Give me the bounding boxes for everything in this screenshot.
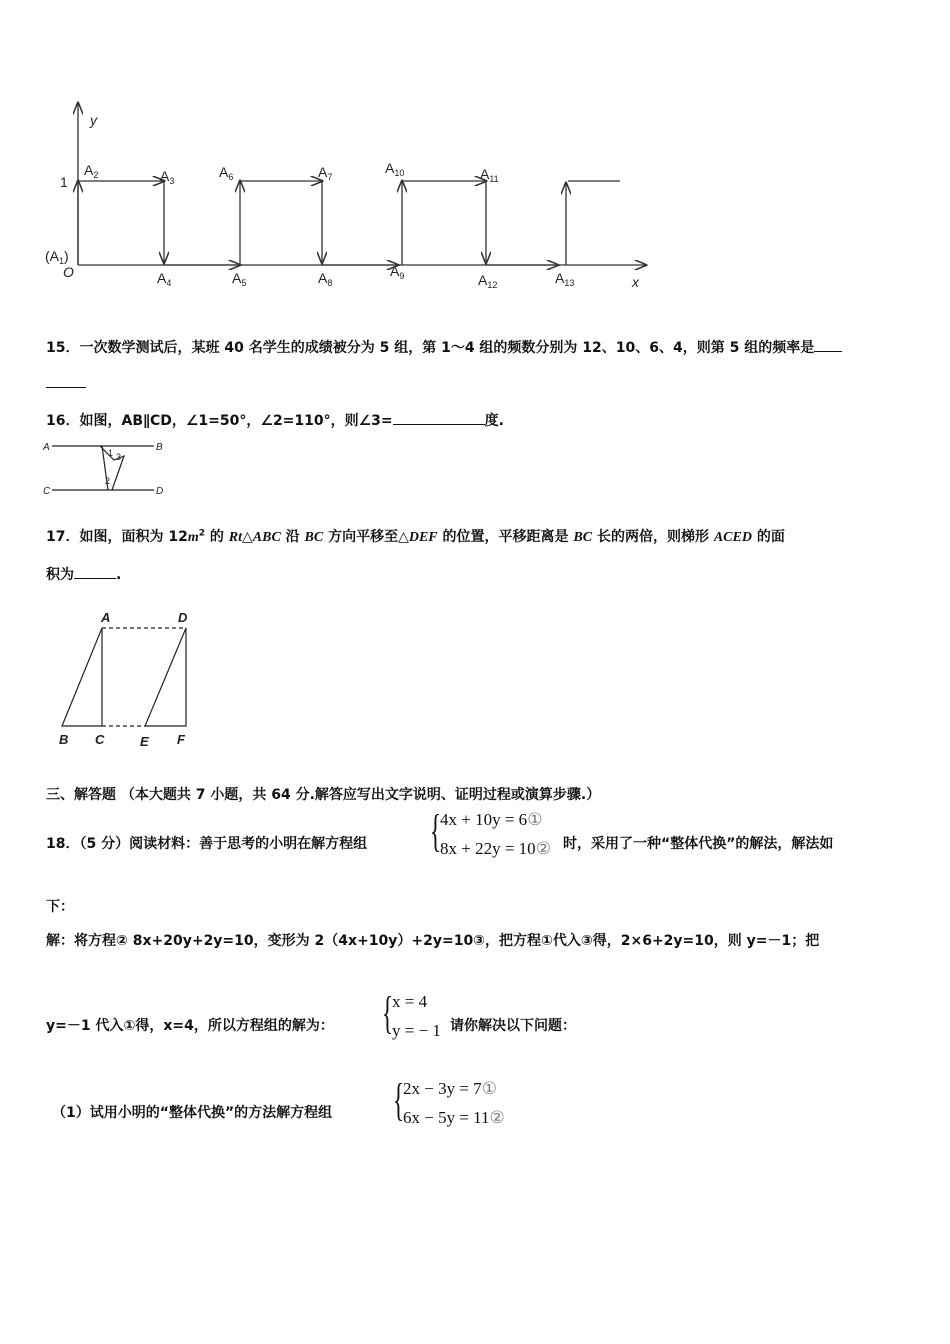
q15-answer-blank-continued[interactable] bbox=[46, 387, 86, 388]
q18-sol-line1-text: 解：将方程② 8x+20y+2y=10，变形为 2（4x+10y）+2y=10③，把方程①代入③得，2×6+2y=10，则 y=－1；把 bbox=[46, 933, 820, 949]
q17-rt: Rt bbox=[228, 530, 242, 545]
angle-1-label: 1 bbox=[108, 448, 114, 458]
q16-unit: 度. bbox=[484, 413, 504, 429]
q17-text-2: 的 bbox=[205, 529, 229, 545]
q16-text: 16．如图，AB∥CD，∠1=50°，∠2=110°，则∠3= bbox=[46, 413, 393, 429]
label-b: B bbox=[59, 732, 69, 747]
point-label-a12: $A_{12}$ bbox=[478, 272, 498, 290]
label-d: D bbox=[156, 486, 164, 497]
point-label-a11: $A_{11}$ bbox=[480, 166, 499, 184]
q17-def: DEF bbox=[408, 530, 438, 545]
q17-bc: BC bbox=[304, 530, 324, 545]
q17-abc: ABC bbox=[252, 530, 281, 545]
q18-sol-line2-after-text: 请你解决以下问题： bbox=[450, 1018, 576, 1034]
brace-icon: { bbox=[430, 805, 442, 856]
label-d: D bbox=[178, 610, 188, 625]
section-3-title bbox=[46, 784, 600, 804]
y-axis-label: y bbox=[90, 112, 97, 128]
label-c: C bbox=[95, 732, 105, 747]
angle-2-label: 2 bbox=[105, 476, 111, 486]
q17-bc-2: BC bbox=[573, 530, 593, 545]
q18-part1-equation-system bbox=[393, 1075, 523, 1135]
brace-icon: { bbox=[393, 1074, 405, 1125]
q17-unit-m: m bbox=[187, 530, 199, 545]
question-17-line-2 bbox=[46, 564, 121, 584]
triangle-def bbox=[145, 628, 186, 726]
fig14-coordinate-diagram bbox=[40, 95, 660, 305]
label-f: F bbox=[177, 732, 185, 747]
angle-3-label: 3 bbox=[116, 452, 122, 462]
q17-text-7: 的面 bbox=[751, 529, 785, 545]
q18-solution-line-2-after bbox=[450, 1015, 576, 1035]
label-a: A bbox=[101, 610, 111, 625]
q18-ans-y: y = − 1 bbox=[392, 1021, 441, 1040]
q15-text: 15．一次数学测试后，某班 40 名学生的成绩被分为 5 组，第 1～4 组的频数分别为 12、10、6、4，则第 5 组的频率是 bbox=[46, 340, 815, 356]
point-label-a5: $A_5$ bbox=[232, 270, 247, 288]
q17-aced: ACED bbox=[713, 530, 752, 545]
q17-text-5: 的位置，平移距离是 bbox=[437, 529, 574, 545]
brace-icon: { bbox=[382, 987, 394, 1038]
label-b: B bbox=[156, 442, 163, 453]
label-a: A bbox=[43, 442, 50, 453]
x-axis-label: x bbox=[632, 274, 639, 290]
point-label-a2: $A_2$ bbox=[84, 162, 99, 180]
tick-one-label: 1 bbox=[60, 174, 68, 190]
q17-line2-text: 积为 bbox=[46, 567, 74, 583]
fig17-translation-diagram bbox=[50, 608, 210, 750]
q17-answer-blank[interactable] bbox=[74, 566, 116, 579]
q18-part-1 bbox=[52, 1102, 332, 1122]
label-e: E bbox=[140, 734, 149, 749]
point-label-a6: $A_6$ bbox=[219, 164, 234, 182]
fig16-parallel-lines-diagram bbox=[42, 436, 172, 498]
q18-part1-eq2: 6x − 5y = 11② bbox=[403, 1108, 505, 1127]
q18-ans-x: x = 4 bbox=[392, 992, 428, 1011]
question-17 bbox=[46, 526, 785, 546]
q15-answer-blank[interactable] bbox=[814, 339, 842, 352]
label-c: C bbox=[43, 486, 51, 497]
origin-label: O bbox=[63, 264, 74, 280]
triangle-abc bbox=[62, 628, 102, 726]
q18-answer-system bbox=[382, 988, 452, 1048]
question-16 bbox=[46, 410, 504, 430]
q16-answer-blank[interactable] bbox=[393, 412, 485, 425]
q17-period: . bbox=[116, 567, 122, 583]
question-18-intro bbox=[46, 833, 367, 853]
q18-intro-text: 18．（5 分）阅读材料：善于思考的小明在解方程组 bbox=[46, 836, 368, 852]
q18-after-text: 时，采用了一种“整体代换”的解法，解法如 bbox=[563, 836, 834, 852]
q18-equation-system bbox=[430, 806, 560, 866]
q18-solution-line-1 bbox=[46, 930, 819, 950]
question-15 bbox=[46, 337, 842, 357]
q17-text-1: 17．如图，面积为 12 bbox=[46, 529, 188, 545]
point-label-a10: $A_{10}$ bbox=[385, 160, 405, 178]
point-label-a4: $A_4$ bbox=[157, 270, 172, 288]
q17-text-3: 沿 bbox=[280, 529, 305, 545]
point-label-a13: $A_{13}$ bbox=[555, 270, 575, 288]
point-label-a9: $A_9$ bbox=[390, 263, 405, 281]
q17-text-6: 长的两倍，则梯形 bbox=[592, 529, 714, 545]
q17-unit-sup: 2 bbox=[198, 528, 205, 539]
question-18-intro-after bbox=[563, 833, 833, 853]
q18-sol-line2-text: y=－1 代入①得，x=4，所以方程组的解为： bbox=[46, 1018, 334, 1034]
q18-eq2: 8x + 22y = 10② bbox=[440, 839, 551, 858]
q18-eq1: 4x + 10y = 6① bbox=[440, 810, 543, 829]
point-label-a7: $A_7$ bbox=[318, 164, 333, 182]
q17-text-4: 方向平移至△ bbox=[323, 529, 409, 545]
q18-part1-eq1: 2x − 3y = 7① bbox=[403, 1079, 497, 1098]
q17-triangle-symbol: △ bbox=[241, 529, 253, 545]
q18-solution-line-2 bbox=[46, 1015, 334, 1035]
section-3-title-text: 三、解答题 （本大题共 7 小题，共 64 分.解答应写出文字说明、证明过程或演算步骤.） bbox=[46, 787, 601, 803]
q18-part1-text: （1）试用小明的“整体代换”的方法解方程组 bbox=[52, 1105, 333, 1121]
origin-point-label: $(A_1)$ bbox=[45, 248, 69, 266]
point-label-a3: $A_3$ bbox=[160, 168, 175, 186]
point-label-a8: $A_8$ bbox=[318, 270, 333, 288]
q18-xia-text: 下： bbox=[46, 899, 74, 915]
q18-xia bbox=[46, 896, 74, 916]
